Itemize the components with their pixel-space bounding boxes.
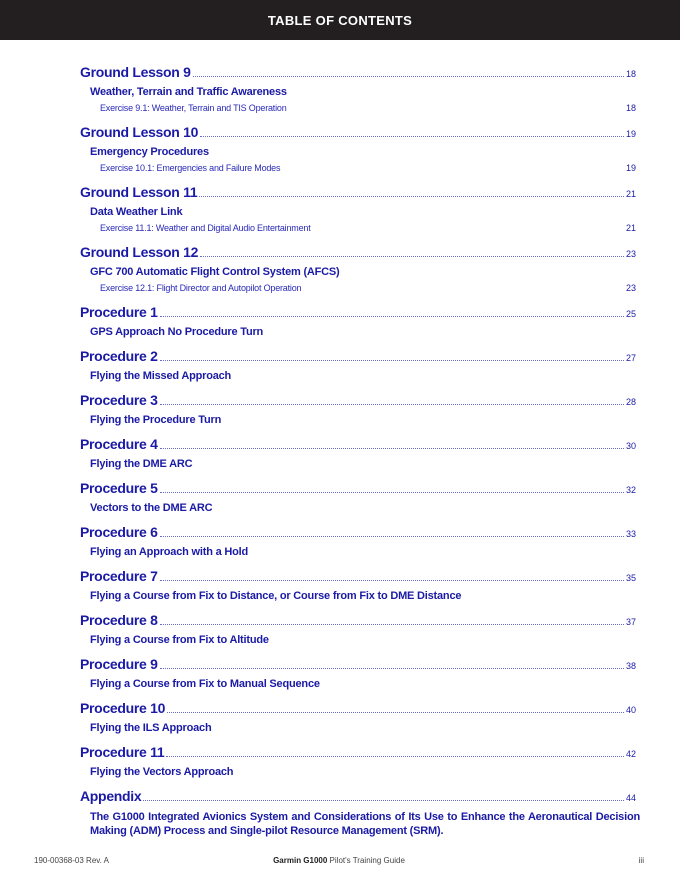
toc-title[interactable]: Procedure 11 [80, 744, 165, 760]
toc-title[interactable]: Procedure 5 [80, 480, 158, 496]
toc-page-number[interactable]: 35 [625, 573, 636, 583]
toc-exercise-page[interactable]: 18 [625, 103, 636, 113]
toc-title[interactable]: Procedure 2 [80, 348, 158, 364]
dot-leader [166, 756, 624, 757]
toc-page-number[interactable]: 18 [625, 69, 636, 79]
toc-entry-procedure-8 [80, 612, 636, 648]
dot-leader [143, 800, 624, 801]
toc-subtitle: GFC 700 Automatic Flight Control System (AFCS) [90, 266, 340, 278]
toc-subtitle: Flying an Approach with a Hold [90, 546, 248, 558]
toc-subtitle: Flying the Missed Approach [90, 370, 232, 382]
toc-exercise-row[interactable] [100, 220, 636, 236]
dot-leader [160, 580, 624, 581]
toc-title-row[interactable] [80, 436, 636, 456]
toc-title[interactable]: Procedure 6 [80, 524, 158, 540]
toc-entry-procedure-4 [80, 436, 636, 472]
toc-title-row[interactable] [80, 184, 636, 204]
toc-exercise-label[interactable]: Exercise 9.1: Weather, Terrain and TIS Operation [100, 103, 287, 113]
toc-title-row[interactable] [80, 124, 636, 144]
toc-page-number[interactable]: 33 [625, 529, 636, 539]
toc-exercise-row[interactable] [100, 160, 636, 176]
page-footer [34, 856, 644, 868]
toc-title-row[interactable] [80, 744, 636, 764]
toc-entry-procedure-7 [80, 568, 636, 604]
toc-entry-ground-lesson-9 [80, 64, 636, 116]
toc-page-number[interactable]: 23 [625, 249, 636, 259]
header-title: TABLE OF CONTENTS [267, 12, 413, 28]
toc-exercise-row[interactable] [100, 280, 636, 296]
toc-entry-procedure-9 [80, 656, 636, 692]
header-bar [0, 0, 680, 40]
toc-entry-procedure-10 [80, 700, 636, 736]
toc-title[interactable]: Procedure 7 [80, 568, 158, 584]
toc-page-number[interactable]: 32 [625, 485, 636, 495]
toc-subtitle: Weather, Terrain and Traffic Awareness [90, 86, 287, 98]
dot-leader [160, 492, 624, 493]
toc-page-number[interactable]: 37 [625, 617, 636, 627]
toc-page-number[interactable]: 21 [625, 189, 636, 199]
toc-entry-ground-lesson-12 [80, 244, 636, 296]
toc-title[interactable]: Procedure 8 [80, 612, 158, 628]
toc-page-number[interactable]: 42 [625, 749, 636, 759]
toc-page-number[interactable]: 40 [625, 705, 636, 715]
dot-leader [167, 712, 624, 713]
toc-exercise-label[interactable]: Exercise 12.1: Flight Director and Autopilot Operation [100, 283, 302, 293]
toc-title-row[interactable] [80, 480, 636, 500]
toc-subtitle: Flying the Procedure Turn [90, 414, 222, 426]
toc-subtitle: GPS Approach No Procedure Turn [90, 326, 264, 338]
table-of-contents [80, 64, 640, 838]
dot-leader [160, 624, 624, 625]
toc-page-number[interactable]: 30 [625, 441, 636, 451]
toc-entry-procedure-2 [80, 348, 636, 384]
toc-entry-ground-lesson-11 [80, 184, 636, 236]
toc-title-row[interactable] [80, 700, 636, 720]
toc-exercise-page[interactable]: 23 [625, 283, 636, 293]
footer-guide: Pilot's Training Guide [327, 856, 405, 865]
dot-leader [160, 360, 624, 361]
toc-title[interactable]: Procedure 3 [80, 392, 158, 408]
toc-title-row[interactable] [80, 656, 636, 676]
dot-leader [193, 76, 624, 77]
toc-title[interactable]: Appendix [80, 788, 142, 804]
toc-title[interactable]: Ground Lesson 9 [80, 64, 191, 80]
footer-page-number: iii [638, 856, 644, 865]
toc-title[interactable]: Ground Lesson 12 [80, 244, 199, 260]
dot-leader [160, 404, 624, 405]
toc-page-number[interactable]: 19 [625, 129, 636, 139]
toc-title[interactable]: Procedure 9 [80, 656, 158, 672]
toc-entry-appendix [80, 788, 640, 838]
toc-entry-procedure-1 [80, 304, 636, 340]
toc-subtitle: Emergency Procedures [90, 146, 209, 158]
toc-title-row[interactable] [80, 348, 636, 368]
toc-subtitle: Flying the Vectors Approach [90, 766, 234, 778]
toc-title-row[interactable] [80, 612, 636, 632]
toc-title-row[interactable] [80, 392, 636, 412]
toc-exercise-page[interactable]: 21 [625, 223, 636, 233]
footer-doc-number: 190-00368-03 Rev. A [34, 856, 110, 865]
toc-subtitle: Flying a Course from Fix to Altitude [90, 634, 269, 646]
toc-page-number[interactable]: 27 [625, 353, 636, 363]
toc-entry-procedure-11 [80, 744, 636, 780]
toc-entry-procedure-3 [80, 392, 636, 428]
toc-page-number[interactable]: 44 [625, 793, 636, 803]
toc-title-row[interactable] [80, 304, 636, 324]
toc-exercise-row[interactable] [100, 100, 636, 116]
toc-exercise-label[interactable]: Exercise 10.1: Emergencies and Failure Modes [100, 163, 281, 173]
toc-entry-procedure-5 [80, 480, 636, 516]
toc-subtitle: Flying a Course from Fix to Manual Sequence [90, 678, 320, 690]
toc-title[interactable]: Procedure 10 [80, 700, 166, 716]
toc-subtitle: Vectors to the DME ARC [90, 502, 213, 514]
dot-leader [160, 316, 624, 317]
toc-title[interactable]: Ground Lesson 11 [80, 184, 198, 200]
dot-leader [200, 136, 624, 137]
dot-leader [160, 448, 624, 449]
toc-entry-procedure-6 [80, 524, 636, 560]
footer-title [34, 856, 644, 865]
toc-subtitle: Flying the DME ARC [90, 458, 193, 470]
toc-entry-ground-lesson-10 [80, 124, 636, 176]
dot-leader [199, 196, 624, 197]
toc-exercise-page[interactable]: 19 [625, 163, 636, 173]
toc-page-number[interactable]: 38 [625, 661, 636, 671]
toc-subtitle: Data Weather Link [90, 206, 183, 218]
toc-title-row[interactable] [80, 64, 636, 84]
toc-title[interactable]: Procedure 4 [80, 436, 158, 452]
toc-subtitle: The G1000 Integrated Avionics System and Considerations of Its Use to Enhance the Aeronautical Decision Making (ADM) Process and Single-pilot Resource Management (SRM). [90, 811, 640, 837]
toc-subtitle: Flying the ILS Approach [90, 722, 212, 734]
dot-leader [160, 536, 624, 537]
toc-title[interactable]: Ground Lesson 10 [80, 124, 199, 140]
toc-title[interactable]: Procedure 1 [80, 304, 158, 320]
toc-title-row[interactable] [80, 244, 636, 264]
toc-title-row[interactable] [80, 524, 636, 544]
toc-exercise-label[interactable]: Exercise 11.1: Weather and Digital Audio Entertainment [100, 223, 311, 233]
dot-leader [200, 256, 624, 257]
toc-title-row[interactable] [80, 788, 636, 808]
toc-page-number[interactable]: 25 [625, 309, 636, 319]
toc-page-number[interactable]: 28 [625, 397, 636, 407]
dot-leader [160, 668, 624, 669]
footer-product: Garmin G1000 [273, 856, 328, 865]
toc-title-row[interactable] [80, 568, 636, 588]
toc-subtitle: Flying a Course from Fix to Distance, or Course from Fix to DME Distance [90, 590, 462, 602]
